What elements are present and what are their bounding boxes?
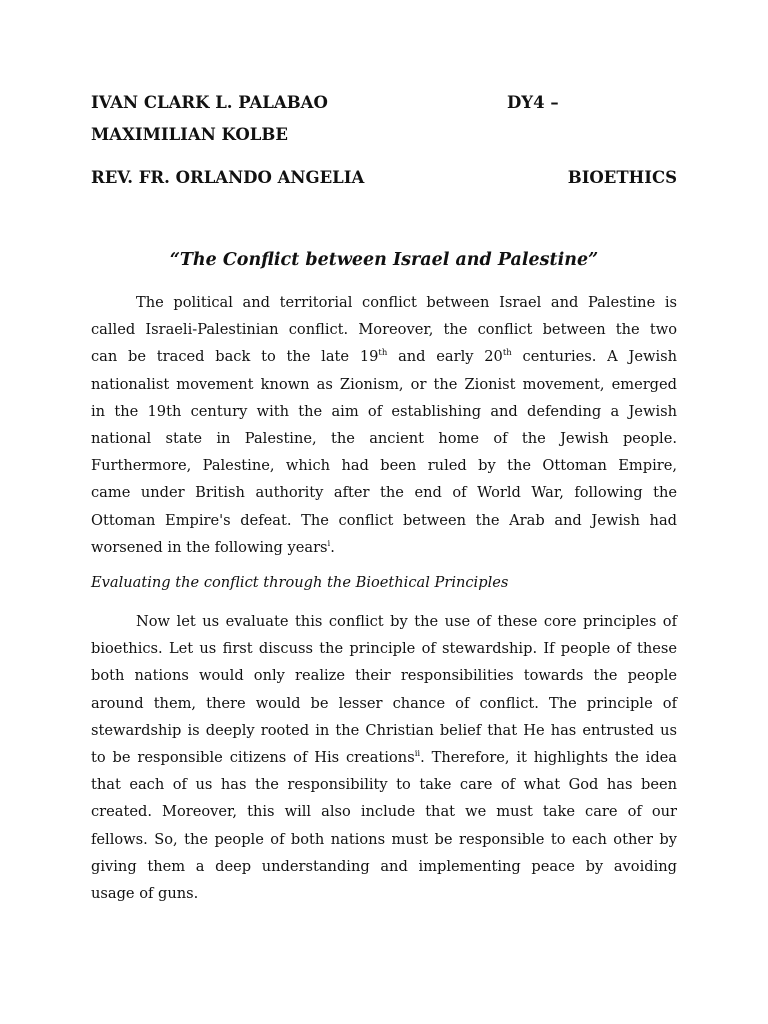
paragraph-line: around them, there would be lesser chance of conflict. The principle of <box>91 694 677 712</box>
section-name: MAXIMILIAN KOLBE <box>91 125 288 144</box>
paragraph-line: giving them a deep understanding and implementing peace by avoiding <box>91 857 677 875</box>
paragraph-intro <box>91 289 677 561</box>
paragraph-line: nationalist movement known as Zionism, or the Zionist movement, emerged <box>91 375 677 393</box>
instructor-name: REV. FR. ORLANDO ANGELIA <box>91 168 365 187</box>
paragraph-line: came under British authority after the end of World War, following the <box>91 484 677 502</box>
paragraph-line: Ottoman Empire's defeat. The conflict between the Arab and Jewish had <box>91 511 677 529</box>
section-label: DY4 – <box>507 93 559 112</box>
paragraph-line: bioethics. Let us first discuss the principle of stewardship. If people of these <box>91 640 677 658</box>
paragraph-line: that each of us has the responsibility to take care of what God has been <box>91 776 677 794</box>
paragraph-line: usage of guns. <box>91 885 199 903</box>
paragraph-line: Now let us evaluate this conflict by the use of these core principles of <box>136 613 677 630</box>
paragraph-line: in the 19th century with the aim of establishing and defending a Jewish <box>91 402 677 420</box>
paragraph-line: both nations would only realize their responsibilities towards the people <box>91 667 677 685</box>
paragraph-line: national state in Palestine, the ancient home of the Jewish people. <box>91 430 677 448</box>
paragraph-line: Furthermore, Palestine, which had been ruled by the Ottoman Empire, <box>91 457 677 475</box>
student-name: IVAN CLARK L. PALABAO <box>91 93 328 112</box>
paragraph-line: The political and territorial conflict between Israel and Palestine is <box>136 294 677 311</box>
subject-name: BIOETHICS <box>567 168 677 187</box>
paragraph-stewardship <box>91 608 677 907</box>
footnote-ref: ii <box>414 749 421 760</box>
footnote-ref: i <box>327 538 331 549</box>
essay-title: “The Conflict between Israel and Palestine” <box>169 250 599 270</box>
paragraph-line: called Israeli-Palestinian conflict. Moreover, the conflict between the two <box>91 321 677 339</box>
paragraph-line: created. Moreover, this will also include that we must take care of our <box>91 803 677 821</box>
section-subheading: Evaluating the conflict through the Bioethical Principles <box>91 574 509 591</box>
paragraph-line: fellows. So, the people of both nations must be responsible to each other by <box>91 830 677 848</box>
paragraph-line: to be responsible citizens of His creations$^{ii}$. Therefore, it highlights the idea <box>91 749 677 767</box>
paragraph-line: stewardship is deeply rooted in the Christian belief that He has entrusted us <box>91 721 677 739</box>
paragraph-line: worsened in the following years$^i$. <box>91 538 335 556</box>
paragraph-line: can be traced back to the late 19th and early 20th centuries. A Jewish <box>91 348 678 366</box>
